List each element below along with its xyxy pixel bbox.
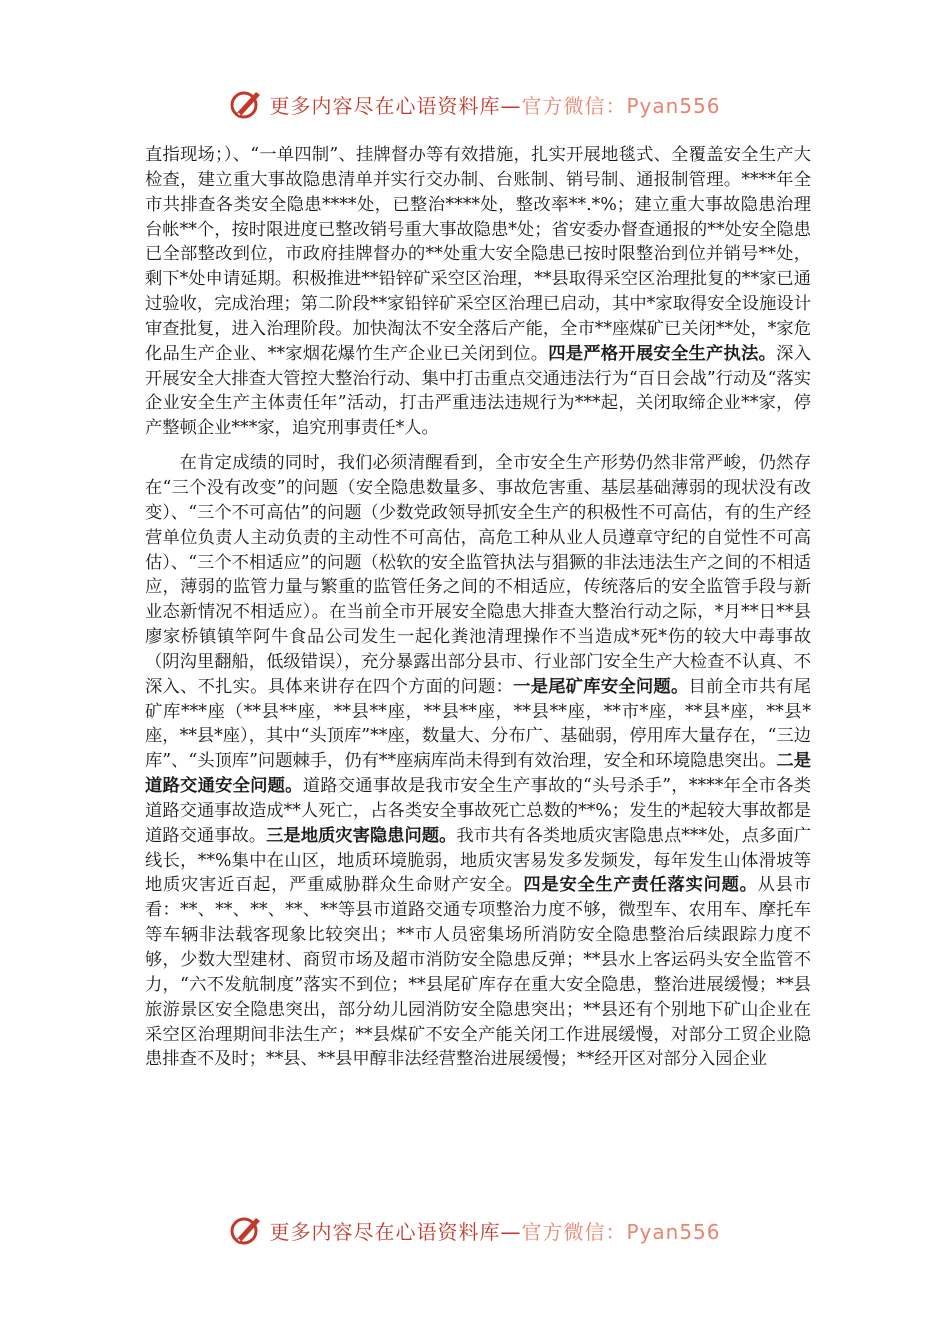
banner-text-wechat: 官方微信： xyxy=(521,93,627,118)
text-segment: 直指现场；）、“一单四制”、挂牌督办等有效措施，扎实开展地毯式、全覆盖安全生产大检查，建立重大事故隐患清单并实行交办制、台账制、销号制、通报制管理。****年全市共排查各类安全隐患****处，已整治****处，整改率**.*%；建立重大事故隐患治理台帐**个，按时限进度已整改销号重大事故隐患*处；省安委办督查通报的**处安全隐患已全部整改到位，市政府挂牌督办的**处重大安全隐患已按时限整治到位并销号**处，剩下*处申请延期。积极推进**铅锌矿采空区治理，**县取得采空区治理批复的**家已通过验收，完成治理；第二阶段**家铅锌矿采空区治理已启动，其中*家取得安全设施设计审查批复，进入治理阶段。加快淘汰不安全落后产能，全市**座煤矿已关闭**处，*家危化品生产企业、**家烟花爆竹生产企业已关闭到位。 xyxy=(145,145,811,364)
bold-heading-segment: 四是安全生产责任落实问题。 xyxy=(523,875,758,896)
text-segment: 目前全市共有尾矿库***座（**县**座，**县**座，**县**座，**县**座，**市*座，**县*座，**县*座，**县*座），其中“头顶库”**座，数量大、分布广、基础弱，停用库大量存在，“三边库”、“头顶库”问题棘手，仍有**座病库尚未得到有效治理，安全和环境隐患突出。 xyxy=(145,676,811,772)
bold-heading-segment: 四是严格开展安全生产执法。 xyxy=(548,343,777,364)
banner-text-id: Pyan556 xyxy=(626,93,721,118)
bold-heading-segment: 二是道路交通安全问题。 xyxy=(145,751,811,797)
banner-text xyxy=(269,90,720,119)
text-segment: 在肯定成绩的同时，我们必须清醒看到，全市安全生产形势仍然非常严峻，仍然存在“三个没有改变”的问题（安全隐患数量多、事故危害重、基层基础薄弱的现状没有改变）、“三个不可高估”的问题（少数党政领导抓安全生产的积极性不可高估，有的生产经营单位负责人主动负责的主动性不可高估，高危工种从业人员遵章守纪的自觉性不可高估）、“三个不相适应”的问题（松软的安全监管执法与猖獗的非法违法生产之间的不相适应，薄弱的监管力量与繁重的监管任务之间的不相适应，传统落后的安全监管手段与新业态新情况不相适应）。在当前全市开展安全隐患大排查大整治行动之际，*月**日**县廖家桥镇镇竿阿牛食品公司发生一起化粪池清理操作不当造成*死*伤的较大中毒事故（阴沟里翻船，低级错误），充分暴露出部分县市、行业部门安全生产大检查不认真、不深入、不扎实。具体来讲存在四个方面的问题： xyxy=(145,453,811,697)
brush-pen-logo-icon xyxy=(229,87,263,121)
text-segment: 从县市看：**、**、**、**、**等县市道路交通专项整治力度不够，微型车、农用车、摩托车等车辆非法载客现象比较突出；**市人员密集场所消防安全隐患整治后续跟踪力度不够，少数大型建材、商贸市场及超市消防安全隐患反弹；**县水上客运码头安全监管不力，“六不发航制度”落实不到位；**县尾矿库存在重大安全隐患，整治进展缓慢；**县旅游景区安全隐患突出，部分幼儿园消防安全隐患突出；**县还有个别地下矿山企业在采空区治理期间非法生产；**县煤矿不安全产能关闭工作进展缓慢，对部分工贸企业隐患排查不及时；**县、**县甲醇非法经营整治进展缓慢；**经开区对部分入园企业 xyxy=(145,875,811,1070)
text-segment: 我市共有各类地质灾害隐患点***处，点多面广线长，**%集中在山区，地质环境脆弱，地质灾害易发多发频发，每年发生山体滑坡等地质灾害近百起，严重威胁群众生命财产安全。 xyxy=(145,825,811,896)
document-body xyxy=(145,143,811,1072)
banner-text-main: 更多内容尽在心语资料库— xyxy=(269,1219,522,1244)
header-watermark-banner xyxy=(0,84,950,124)
banner-text-id: Pyan556 xyxy=(626,1219,721,1244)
brush-pen-logo-icon xyxy=(229,1213,263,1247)
paragraph-2 xyxy=(145,451,811,1072)
text-segment: 道路交通事故是我市安全生产事故的“头号杀手”，****年全市各类道路交通事故造成**人死亡，占各类安全事故死亡总数的**%；发生的*起较大事故都是道路交通事故。 xyxy=(145,776,811,846)
text-segment: 深入开展安全大排查大管控大整治行动、集中打击重点交通违法行为“百日会战”行动及“落实企业安全生产主体责任年”活动，打击严重违法违规行为***起，关闭取缔企业**家，停产整顿企业***家，追究刑事责任*人。 xyxy=(145,343,811,439)
footer-watermark-banner xyxy=(0,1210,950,1250)
bold-heading-segment: 三是地质灾害隐患问题。 xyxy=(266,825,457,846)
banner-text-wechat: 官方微信： xyxy=(521,1219,627,1244)
banner-text-main: 更多内容尽在心语资料库— xyxy=(269,93,522,118)
paragraph-1 xyxy=(145,143,811,441)
banner-text xyxy=(269,1216,720,1245)
bold-heading-segment: 一是尾矿库安全问题。 xyxy=(513,676,689,697)
